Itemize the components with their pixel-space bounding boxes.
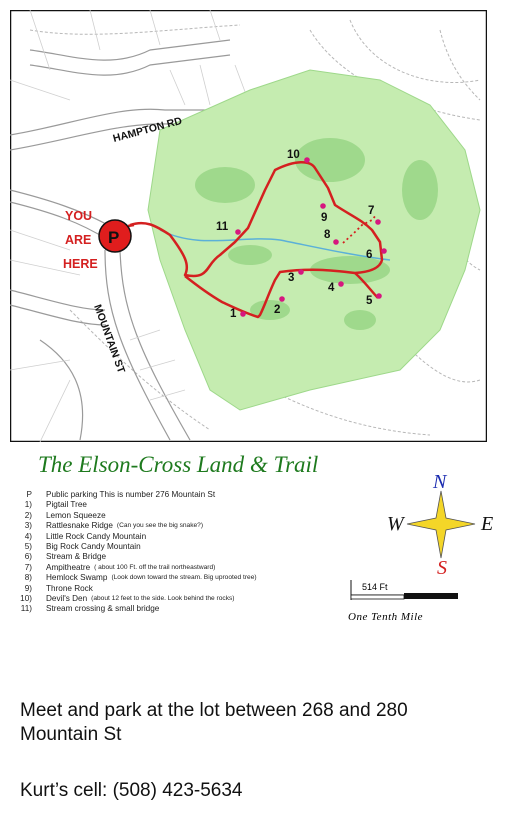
legend-row — [18, 584, 348, 594]
waypoint-4-dot — [338, 281, 344, 287]
legend-row — [18, 552, 348, 562]
legend-key: 1) — [24, 500, 32, 510]
map-title: The Elson-Cross Land & Trail — [38, 452, 319, 477]
legend-row — [18, 500, 348, 510]
legend-key: 3) — [24, 521, 32, 531]
legend-key: 5) — [24, 542, 32, 552]
compass-s: S — [437, 557, 447, 579]
legend-label: Little Rock Candy Mountain — [46, 531, 147, 541]
legend-row — [18, 490, 348, 500]
waypoint-2-dot — [279, 296, 285, 302]
waypoint-3-dot — [298, 269, 304, 275]
waypoint-4-label: 4 — [328, 282, 335, 294]
legend-label: Big Rock Candy Mountain — [46, 542, 141, 552]
meeting-info — [20, 699, 490, 801]
legend-label: Ampitheatre — [46, 562, 91, 572]
legend-key: 6) — [24, 552, 32, 562]
legend-row — [18, 542, 348, 552]
waypoint-5-dot — [376, 293, 382, 299]
waypoint-2-label: 2 — [274, 304, 281, 316]
legend-note: ( about 100 Ft. off the trail northeastward) — [94, 563, 216, 571]
legend-key: 8) — [24, 573, 32, 583]
scale-caption: One Tenth Mile — [348, 611, 424, 623]
waypoint-10-dot — [304, 157, 310, 163]
waypoint-11-label: 11 — [216, 221, 229, 233]
legend-row — [18, 563, 348, 573]
legend-row — [18, 573, 348, 583]
legend-label: Pigtail Tree — [46, 500, 87, 510]
legend-key: 11) — [20, 604, 32, 614]
waypoint-9-dot — [320, 203, 326, 209]
waypoint-1-label: 1 — [230, 308, 237, 320]
legend-key: 9) — [24, 583, 32, 593]
compass-e: E — [481, 513, 494, 535]
legend-note: (Look down toward the stream. Big uprooted tree) — [111, 574, 257, 582]
legend-row — [18, 532, 348, 542]
waypoint-7-label: 7 — [368, 205, 375, 217]
you-are-here-line-2: ARE — [65, 233, 92, 247]
waypoint-6-label: 6 — [366, 249, 373, 261]
compass-rose — [385, 466, 497, 582]
legend-row — [18, 511, 348, 521]
legend-row — [18, 521, 348, 531]
waypoint-5-label: 5 — [366, 295, 373, 307]
compass-n: N — [433, 471, 447, 493]
trail-entry — [128, 225, 134, 226]
legend-key: 7) — [24, 562, 32, 572]
waypoint-10-label: 10 — [287, 149, 300, 161]
legend-key: 4) — [24, 531, 32, 541]
legend-label: Stream & Bridge — [46, 552, 107, 562]
legend — [18, 490, 348, 615]
scale-label: 514 Ft — [362, 582, 388, 592]
legend-label: Stream crossing & small bridge — [46, 604, 160, 614]
legend-note: (Can you see the big snake?) — [116, 522, 204, 530]
mountain-st-label: MOUNTAIN ST — [91, 302, 128, 375]
meet-text: Meet and park at the lot between 268 and 280 Mountain St — [20, 700, 408, 745]
compass-w: W — [387, 513, 404, 535]
waypoint-1-dot — [240, 311, 246, 317]
waypoint-7-dot — [375, 219, 381, 225]
legend-key: 10) — [20, 594, 32, 604]
legend-label: Hemlock Swamp — [46, 573, 108, 583]
waypoint-8-label: 8 — [324, 229, 331, 241]
parking-letter: P — [108, 228, 120, 247]
waypoint-11-dot — [235, 229, 241, 235]
you-are-here-line-1: YOU — [65, 209, 93, 223]
compass-star-icon — [407, 491, 475, 558]
legend-key: 2) — [24, 510, 32, 520]
legend-label: Rattlesnake Ridge — [46, 521, 113, 531]
legend-row — [18, 604, 348, 614]
legend-label: Lemon Squeeze — [46, 510, 106, 520]
waypoint-6-dot — [381, 248, 387, 254]
waypoint-8-dot — [333, 239, 339, 245]
waypoint-9-label: 9 — [321, 212, 328, 224]
contact-cell: Kurt’s cell: (508) 423-5634 — [20, 780, 243, 801]
legend-note: (about 12 feet to the side. Look behind the rocks) — [91, 595, 235, 603]
legend-key: P — [26, 490, 32, 499]
you-are-here-line-3: HERE — [63, 257, 98, 271]
hampton-rd-label: HAMPTON RD — [111, 114, 184, 145]
trail-map — [10, 10, 487, 442]
legend-label: Throne Rock — [46, 583, 93, 593]
legend-label: Public parking This is number 276 Mountain St — [46, 490, 216, 499]
legend-row — [18, 594, 348, 604]
legend-label: Devil's Den — [46, 594, 88, 604]
waypoint-3-label: 3 — [288, 272, 295, 284]
